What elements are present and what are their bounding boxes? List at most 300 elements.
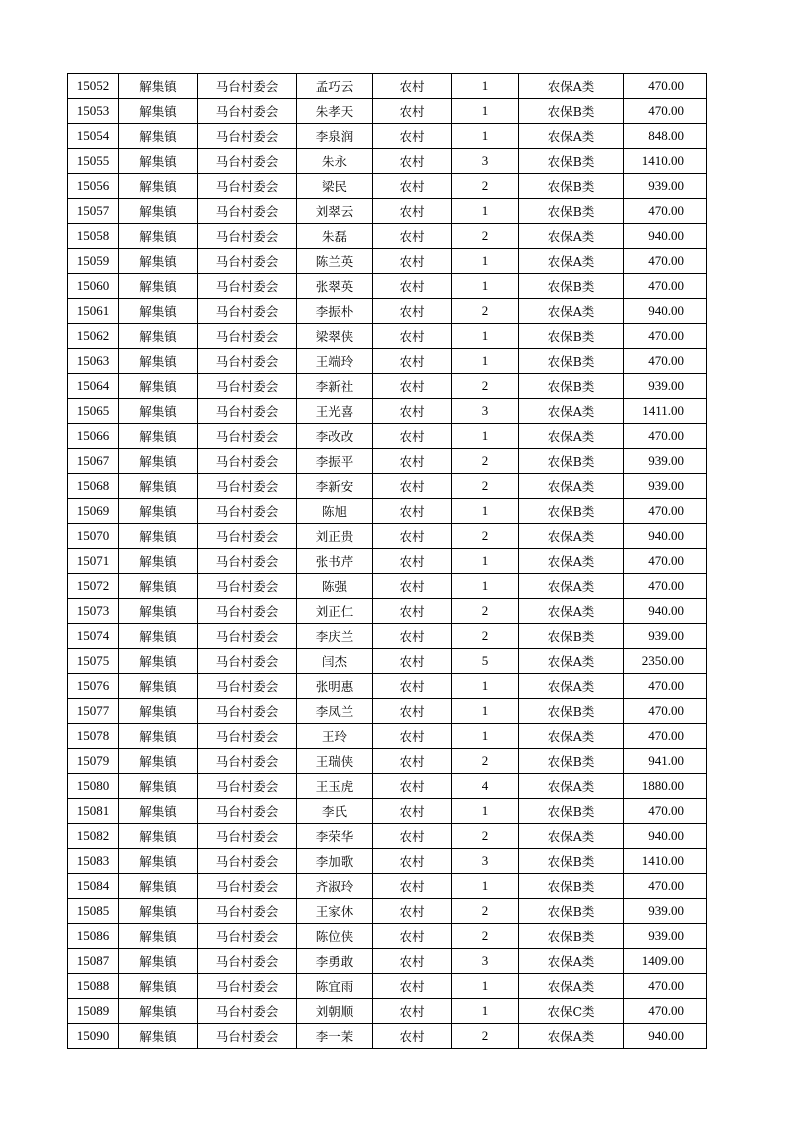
person-name-cell: 王瑞侠 (297, 749, 373, 774)
insurance-category-cell: 农保A类 (519, 74, 624, 99)
town-cell: 解集镇 (119, 549, 198, 574)
record-id-cell: 15070 (68, 524, 119, 549)
household-type-cell: 农村 (373, 174, 452, 199)
person-name-cell: 李振朴 (297, 299, 373, 324)
record-id-cell: 15055 (68, 149, 119, 174)
town-cell: 解集镇 (119, 399, 198, 424)
committee-cell: 马台村委会 (198, 749, 297, 774)
insurance-category-cell: 农保A类 (519, 1024, 624, 1049)
person-name-cell: 李新社 (297, 374, 373, 399)
table-row (68, 549, 707, 574)
table-row (68, 999, 707, 1024)
person-name-cell: 李勇敢 (297, 949, 373, 974)
town-cell: 解集镇 (119, 874, 198, 899)
member-count-cell: 1 (452, 999, 519, 1024)
insurance-category-cell: 农保A类 (519, 524, 624, 549)
amount-cell: 1409.00 (624, 949, 707, 974)
table-row (68, 124, 707, 149)
table-row (68, 799, 707, 824)
member-count-cell: 2 (452, 224, 519, 249)
household-type-cell: 农村 (373, 249, 452, 274)
person-name-cell: 李凤兰 (297, 699, 373, 724)
insurance-category-cell: 农保A类 (519, 674, 624, 699)
member-count-cell: 2 (452, 299, 519, 324)
amount-cell: 470.00 (624, 699, 707, 724)
committee-cell: 马台村委会 (198, 224, 297, 249)
record-id-cell: 15058 (68, 224, 119, 249)
amount-cell: 939.00 (624, 474, 707, 499)
amount-cell: 940.00 (624, 224, 707, 249)
town-cell: 解集镇 (119, 1024, 198, 1049)
household-type-cell: 农村 (373, 574, 452, 599)
town-cell: 解集镇 (119, 499, 198, 524)
table-row (68, 974, 707, 999)
household-type-cell: 农村 (373, 974, 452, 999)
insurance-category-cell: 农保A类 (519, 424, 624, 449)
household-type-cell: 农村 (373, 824, 452, 849)
committee-cell: 马台村委会 (198, 899, 297, 924)
member-count-cell: 3 (452, 949, 519, 974)
household-type-cell: 农村 (373, 549, 452, 574)
member-count-cell: 5 (452, 649, 519, 674)
person-name-cell: 李荣华 (297, 824, 373, 849)
insurance-category-cell: 农保A类 (519, 649, 624, 674)
household-type-cell: 农村 (373, 924, 452, 949)
person-name-cell: 张明惠 (297, 674, 373, 699)
insurance-category-cell: 农保B类 (519, 849, 624, 874)
amount-cell: 939.00 (624, 899, 707, 924)
committee-cell: 马台村委会 (198, 424, 297, 449)
record-id-cell: 15057 (68, 199, 119, 224)
insurance-category-cell: 农保A类 (519, 599, 624, 624)
person-name-cell: 刘翠云 (297, 199, 373, 224)
insurance-category-cell: 农保B类 (519, 374, 624, 399)
member-count-cell: 1 (452, 349, 519, 374)
table-row (68, 74, 707, 99)
person-name-cell: 闫杰 (297, 649, 373, 674)
record-id-cell: 15068 (68, 474, 119, 499)
town-cell: 解集镇 (119, 949, 198, 974)
amount-cell: 941.00 (624, 749, 707, 774)
committee-cell: 马台村委会 (198, 149, 297, 174)
record-id-cell: 15074 (68, 624, 119, 649)
committee-cell: 马台村委会 (198, 174, 297, 199)
household-type-cell: 农村 (373, 399, 452, 424)
person-name-cell: 刘正仁 (297, 599, 373, 624)
town-cell: 解集镇 (119, 174, 198, 199)
committee-cell: 马台村委会 (198, 274, 297, 299)
household-type-cell: 农村 (373, 524, 452, 549)
insurance-category-cell: 农保B类 (519, 274, 624, 299)
member-count-cell: 1 (452, 274, 519, 299)
member-count-cell: 1 (452, 799, 519, 824)
table-row (68, 924, 707, 949)
person-name-cell: 李新安 (297, 474, 373, 499)
committee-cell: 马台村委会 (198, 299, 297, 324)
town-cell: 解集镇 (119, 649, 198, 674)
amount-cell: 939.00 (624, 174, 707, 199)
table-row (68, 499, 707, 524)
amount-cell: 940.00 (624, 1024, 707, 1049)
table-row (68, 474, 707, 499)
committee-cell: 马台村委会 (198, 474, 297, 499)
amount-cell: 470.00 (624, 249, 707, 274)
record-id-cell: 15065 (68, 399, 119, 424)
town-cell: 解集镇 (119, 774, 198, 799)
insurance-category-cell: 农保A类 (519, 249, 624, 274)
record-id-cell: 15061 (68, 299, 119, 324)
record-id-cell: 15082 (68, 824, 119, 849)
member-count-cell: 2 (452, 174, 519, 199)
insurance-category-cell: 农保B类 (519, 449, 624, 474)
benefit-table (67, 73, 707, 1049)
table-row (68, 224, 707, 249)
town-cell: 解集镇 (119, 699, 198, 724)
person-name-cell: 王光喜 (297, 399, 373, 424)
record-id-cell: 15053 (68, 99, 119, 124)
person-name-cell: 朱磊 (297, 224, 373, 249)
insurance-category-cell: 农保A类 (519, 399, 624, 424)
town-cell: 解集镇 (119, 849, 198, 874)
table-row (68, 449, 707, 474)
record-id-cell: 15084 (68, 874, 119, 899)
household-type-cell: 农村 (373, 99, 452, 124)
insurance-category-cell: 农保B类 (519, 899, 624, 924)
amount-cell: 470.00 (624, 99, 707, 124)
record-id-cell: 15066 (68, 424, 119, 449)
person-name-cell: 张书芹 (297, 549, 373, 574)
amount-cell: 470.00 (624, 274, 707, 299)
member-count-cell: 1 (452, 549, 519, 574)
household-type-cell: 农村 (373, 74, 452, 99)
record-id-cell: 15089 (68, 999, 119, 1024)
insurance-category-cell: 农保B类 (519, 349, 624, 374)
amount-cell: 939.00 (624, 924, 707, 949)
person-name-cell: 李振平 (297, 449, 373, 474)
person-name-cell: 李庆兰 (297, 624, 373, 649)
town-cell: 解集镇 (119, 424, 198, 449)
table-row (68, 174, 707, 199)
household-type-cell: 农村 (373, 649, 452, 674)
table-row (68, 374, 707, 399)
table-row (68, 849, 707, 874)
member-count-cell: 1 (452, 574, 519, 599)
committee-cell: 马台村委会 (198, 849, 297, 874)
insurance-category-cell: 农保B类 (519, 624, 624, 649)
insurance-category-cell: 农保A类 (519, 949, 624, 974)
town-cell: 解集镇 (119, 299, 198, 324)
amount-cell: 470.00 (624, 499, 707, 524)
record-id-cell: 15064 (68, 374, 119, 399)
record-id-cell: 15083 (68, 849, 119, 874)
amount-cell: 1880.00 (624, 774, 707, 799)
record-id-cell: 15069 (68, 499, 119, 524)
record-id-cell: 15085 (68, 899, 119, 924)
committee-cell: 马台村委会 (198, 124, 297, 149)
committee-cell: 马台村委会 (198, 249, 297, 274)
record-id-cell: 15076 (68, 674, 119, 699)
person-name-cell: 张翠英 (297, 274, 373, 299)
insurance-category-cell: 农保A类 (519, 549, 624, 574)
committee-cell: 马台村委会 (198, 549, 297, 574)
insurance-category-cell: 农保B类 (519, 149, 624, 174)
member-count-cell: 2 (452, 374, 519, 399)
household-type-cell: 农村 (373, 199, 452, 224)
insurance-category-cell: 农保A类 (519, 224, 624, 249)
member-count-cell: 2 (452, 1024, 519, 1049)
town-cell: 解集镇 (119, 524, 198, 549)
member-count-cell: 2 (452, 474, 519, 499)
person-name-cell: 朱孝天 (297, 99, 373, 124)
table-row (68, 699, 707, 724)
table-row (68, 824, 707, 849)
household-type-cell: 农村 (373, 499, 452, 524)
committee-cell: 马台村委会 (198, 824, 297, 849)
record-id-cell: 15075 (68, 649, 119, 674)
table-row (68, 899, 707, 924)
committee-cell: 马台村委会 (198, 324, 297, 349)
town-cell: 解集镇 (119, 274, 198, 299)
household-type-cell: 农村 (373, 324, 452, 349)
record-id-cell: 15063 (68, 349, 119, 374)
person-name-cell: 朱永 (297, 149, 373, 174)
household-type-cell: 农村 (373, 274, 452, 299)
person-name-cell: 刘正贵 (297, 524, 373, 549)
amount-cell: 470.00 (624, 974, 707, 999)
member-count-cell: 2 (452, 749, 519, 774)
insurance-category-cell: 农保A类 (519, 474, 624, 499)
committee-cell: 马台村委会 (198, 74, 297, 99)
member-count-cell: 3 (452, 849, 519, 874)
committee-cell: 马台村委会 (198, 649, 297, 674)
town-cell: 解集镇 (119, 99, 198, 124)
person-name-cell: 李一茉 (297, 1024, 373, 1049)
table-row (68, 724, 707, 749)
insurance-category-cell: 农保B类 (519, 699, 624, 724)
household-type-cell: 农村 (373, 949, 452, 974)
member-count-cell: 3 (452, 399, 519, 424)
committee-cell: 马台村委会 (198, 999, 297, 1024)
town-cell: 解集镇 (119, 974, 198, 999)
committee-cell: 马台村委会 (198, 199, 297, 224)
table-row (68, 349, 707, 374)
insurance-category-cell: 农保B类 (519, 749, 624, 774)
table-row (68, 324, 707, 349)
household-type-cell: 农村 (373, 224, 452, 249)
person-name-cell: 齐淑玲 (297, 874, 373, 899)
record-id-cell: 15071 (68, 549, 119, 574)
amount-cell: 940.00 (624, 299, 707, 324)
table-row (68, 399, 707, 424)
committee-cell: 马台村委会 (198, 924, 297, 949)
table-row (68, 524, 707, 549)
town-cell: 解集镇 (119, 74, 198, 99)
amount-cell: 1410.00 (624, 849, 707, 874)
record-id-cell: 15067 (68, 449, 119, 474)
record-id-cell: 15090 (68, 1024, 119, 1049)
committee-cell: 马台村委会 (198, 599, 297, 624)
committee-cell: 马台村委会 (198, 874, 297, 899)
town-cell: 解集镇 (119, 349, 198, 374)
record-id-cell: 15060 (68, 274, 119, 299)
amount-cell: 939.00 (624, 624, 707, 649)
insurance-category-cell: 农保C类 (519, 999, 624, 1024)
member-count-cell: 2 (452, 449, 519, 474)
member-count-cell: 2 (452, 524, 519, 549)
household-type-cell: 农村 (373, 999, 452, 1024)
table-row (68, 299, 707, 324)
insurance-category-cell: 农保B类 (519, 199, 624, 224)
amount-cell: 940.00 (624, 599, 707, 624)
record-id-cell: 15052 (68, 74, 119, 99)
town-cell: 解集镇 (119, 749, 198, 774)
record-id-cell: 15079 (68, 749, 119, 774)
record-id-cell: 15077 (68, 699, 119, 724)
town-cell: 解集镇 (119, 324, 198, 349)
person-name-cell: 李泉润 (297, 124, 373, 149)
amount-cell: 470.00 (624, 349, 707, 374)
household-type-cell: 农村 (373, 874, 452, 899)
committee-cell: 马台村委会 (198, 449, 297, 474)
household-type-cell: 农村 (373, 674, 452, 699)
table-row (68, 774, 707, 799)
committee-cell: 马台村委会 (198, 949, 297, 974)
amount-cell: 2350.00 (624, 649, 707, 674)
insurance-category-cell: 农保B类 (519, 924, 624, 949)
table-row (68, 949, 707, 974)
insurance-category-cell: 农保A类 (519, 299, 624, 324)
member-count-cell: 1 (452, 499, 519, 524)
town-cell: 解集镇 (119, 199, 198, 224)
household-type-cell: 农村 (373, 474, 452, 499)
member-count-cell: 2 (452, 824, 519, 849)
town-cell: 解集镇 (119, 249, 198, 274)
member-count-cell: 2 (452, 624, 519, 649)
town-cell: 解集镇 (119, 674, 198, 699)
person-name-cell: 王家休 (297, 899, 373, 924)
member-count-cell: 2 (452, 924, 519, 949)
town-cell: 解集镇 (119, 924, 198, 949)
committee-cell: 马台村委会 (198, 774, 297, 799)
record-id-cell: 15072 (68, 574, 119, 599)
household-type-cell: 农村 (373, 299, 452, 324)
member-count-cell: 1 (452, 974, 519, 999)
amount-cell: 470.00 (624, 424, 707, 449)
insurance-category-cell: 农保B类 (519, 174, 624, 199)
household-type-cell: 农村 (373, 799, 452, 824)
town-cell: 解集镇 (119, 449, 198, 474)
amount-cell: 939.00 (624, 374, 707, 399)
insurance-category-cell: 农保A类 (519, 824, 624, 849)
town-cell: 解集镇 (119, 799, 198, 824)
member-count-cell: 1 (452, 674, 519, 699)
household-type-cell: 农村 (373, 699, 452, 724)
insurance-category-cell: 农保A类 (519, 724, 624, 749)
member-count-cell: 1 (452, 874, 519, 899)
person-name-cell: 李加歌 (297, 849, 373, 874)
person-name-cell: 王端玲 (297, 349, 373, 374)
town-cell: 解集镇 (119, 374, 198, 399)
household-type-cell: 农村 (373, 374, 452, 399)
amount-cell: 470.00 (624, 549, 707, 574)
household-type-cell: 农村 (373, 449, 452, 474)
household-type-cell: 农村 (373, 149, 452, 174)
table-row (68, 874, 707, 899)
table-row (68, 424, 707, 449)
town-cell: 解集镇 (119, 899, 198, 924)
town-cell: 解集镇 (119, 149, 198, 174)
committee-cell: 马台村委会 (198, 624, 297, 649)
amount-cell: 470.00 (624, 999, 707, 1024)
amount-cell: 470.00 (624, 874, 707, 899)
insurance-category-cell: 农保A类 (519, 974, 624, 999)
household-type-cell: 农村 (373, 724, 452, 749)
amount-cell: 848.00 (624, 124, 707, 149)
town-cell: 解集镇 (119, 124, 198, 149)
household-type-cell: 农村 (373, 749, 452, 774)
person-name-cell: 陈旭 (297, 499, 373, 524)
committee-cell: 马台村委会 (198, 699, 297, 724)
household-type-cell: 农村 (373, 349, 452, 374)
household-type-cell: 农村 (373, 424, 452, 449)
table-row (68, 149, 707, 174)
table-row (68, 649, 707, 674)
table-row (68, 274, 707, 299)
record-id-cell: 15054 (68, 124, 119, 149)
amount-cell: 470.00 (624, 574, 707, 599)
table-body (68, 74, 707, 1049)
member-count-cell: 1 (452, 124, 519, 149)
record-id-cell: 15088 (68, 974, 119, 999)
committee-cell: 马台村委会 (198, 799, 297, 824)
insurance-category-cell: 农保B类 (519, 874, 624, 899)
member-count-cell: 2 (452, 899, 519, 924)
member-count-cell: 2 (452, 599, 519, 624)
member-count-cell: 1 (452, 249, 519, 274)
person-name-cell: 孟巧云 (297, 74, 373, 99)
insurance-category-cell: 农保A类 (519, 574, 624, 599)
record-id-cell: 15081 (68, 799, 119, 824)
table-row (68, 99, 707, 124)
member-count-cell: 3 (452, 149, 519, 174)
amount-cell: 470.00 (624, 324, 707, 349)
member-count-cell: 1 (452, 424, 519, 449)
table-row (68, 624, 707, 649)
person-name-cell: 陈兰英 (297, 249, 373, 274)
member-count-cell: 1 (452, 324, 519, 349)
record-id-cell: 15059 (68, 249, 119, 274)
insurance-category-cell: 农保A类 (519, 774, 624, 799)
record-id-cell: 15056 (68, 174, 119, 199)
record-id-cell: 15078 (68, 724, 119, 749)
committee-cell: 马台村委会 (198, 399, 297, 424)
committee-cell: 马台村委会 (198, 374, 297, 399)
table-row (68, 574, 707, 599)
committee-cell: 马台村委会 (198, 1024, 297, 1049)
insurance-category-cell: 农保B类 (519, 324, 624, 349)
amount-cell: 939.00 (624, 449, 707, 474)
person-name-cell: 王玉虎 (297, 774, 373, 799)
town-cell: 解集镇 (119, 999, 198, 1024)
committee-cell: 马台村委会 (198, 499, 297, 524)
amount-cell: 470.00 (624, 199, 707, 224)
amount-cell: 1410.00 (624, 149, 707, 174)
amount-cell: 470.00 (624, 674, 707, 699)
amount-cell: 470.00 (624, 724, 707, 749)
record-id-cell: 15080 (68, 774, 119, 799)
household-type-cell: 农村 (373, 899, 452, 924)
committee-cell: 马台村委会 (198, 524, 297, 549)
